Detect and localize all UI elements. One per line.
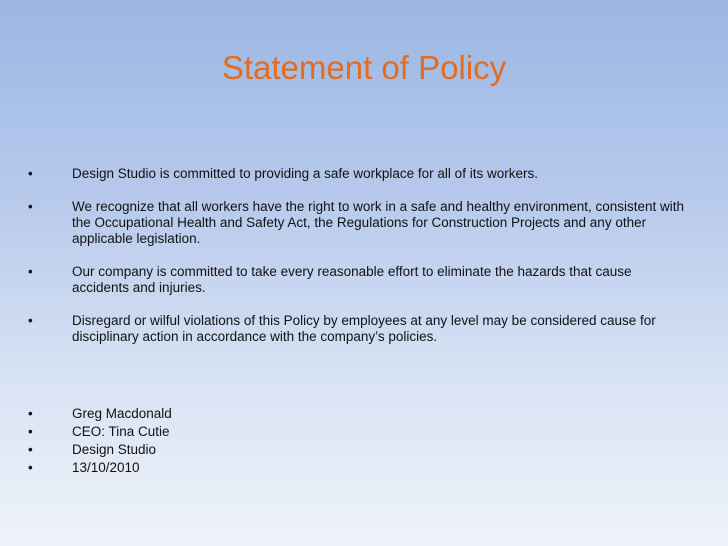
- bullet-marker: •: [28, 264, 33, 279]
- signature-item: [28, 459, 428, 477]
- bullet-marker: •: [28, 406, 33, 421]
- bullet-marker: •: [28, 442, 33, 457]
- signature-item: [28, 441, 428, 459]
- bullet-text: Our company is committed to take every reasonable effort to eliminate the hazards that cause accidents and injuries.: [72, 264, 632, 295]
- signature-date: 13/10/2010: [72, 460, 140, 475]
- policy-bullet-list: [28, 166, 688, 362]
- bullet-marker: •: [28, 199, 33, 214]
- signature-company: Design Studio: [72, 442, 157, 457]
- signature-ceo: CEO: Tina Cutie: [72, 424, 170, 439]
- list-item: [28, 313, 688, 345]
- bullet-marker: •: [28, 313, 33, 328]
- signature-item: [28, 423, 428, 441]
- bullet-marker: •: [28, 460, 33, 475]
- signature-name: Greg Macdonald: [72, 406, 172, 421]
- slide-title: Statement of Policy: [221, 49, 507, 86]
- signature-item: [28, 405, 428, 423]
- list-item: [28, 166, 688, 182]
- list-item: [28, 199, 688, 247]
- bullet-marker: •: [28, 166, 33, 181]
- list-item: [28, 264, 688, 296]
- bullet-text: We recognize that all workers have the right to work in a safe and healthy environment, consistent with the Occupational Health and Safety Act, the Regulations for Construction Projects and any other applicable legislation.: [72, 199, 685, 246]
- bullet-marker: •: [28, 424, 33, 439]
- bullet-text: Design Studio is committed to providing a safe workplace for all of its workers.: [72, 166, 538, 181]
- bullet-text: Disregard or wilful violations of this Policy by employees at any level may be considered cause for disciplinary action in accordance with the company’s policies.: [72, 313, 656, 344]
- signature-list: [28, 405, 428, 477]
